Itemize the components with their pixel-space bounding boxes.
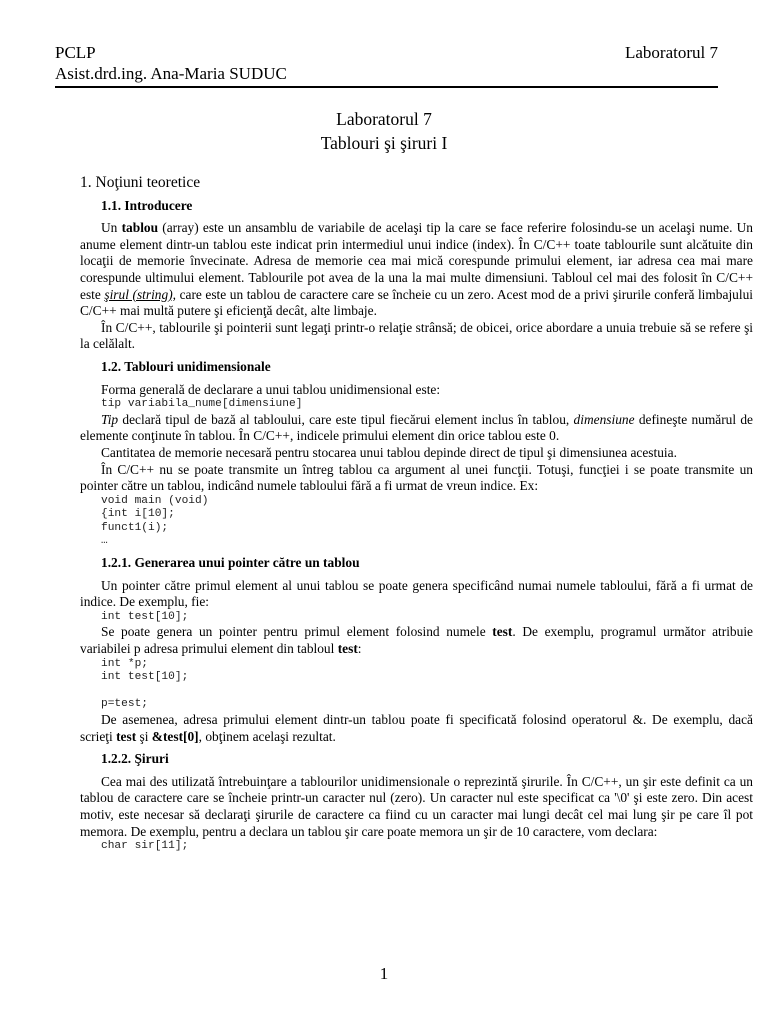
paragraph: Un pointer către primul element al unui tablou se poate genera specificând numai numele tabloului, fără a fi urmat de indice. De exemplu, fie:: [80, 577, 753, 610]
paragraph: De asemenea, adresa primului element dintr-un tablou poate fi specificată folosind operatorul &. De exemplu, dacă scrieţi test şi &test[0], obţinem acelaşi rezultat.: [80, 712, 753, 744]
code-block: int test[10];: [101, 610, 189, 623]
code-block: void main (void) {int i[10]; funct1(i); …: [101, 494, 209, 548]
page-body: [80, 175, 753, 854]
section-heading: 1. Noţiuni teoretice: [80, 174, 201, 191]
paragraph: Cantitatea de memorie necesară pentru stocarea unui tablou depinde direct de tipul şi dimensiunea acestuia.: [101, 444, 677, 460]
code-block: int *p; int test[10]; p=test;: [101, 657, 189, 711]
doc-subtitle: Tablouri şi şiruri I: [320, 133, 448, 153]
header-lab: Laboratorul 7: [625, 43, 718, 62]
subsection-heading: 1.2.2. Şiruri: [101, 751, 169, 767]
header-author: Asist.drd.ing. Ana-Maria SUDUC: [55, 64, 287, 83]
doc-title: Laboratorul 7: [336, 109, 432, 129]
paragraph: În C/C++, tablourile şi pointerii sunt legaţi printr-o relaţie strânsă; de obicei, orice abordare a unuia trebuie să se refere şi la celălalt.: [80, 319, 753, 352]
code-block: tip variabila_nume[dimensiune]: [101, 398, 303, 411]
header-course: PCLP: [55, 43, 96, 62]
header-rule: [55, 86, 718, 88]
subsection-heading: 1.1. Introducere: [101, 197, 193, 213]
page-header: [55, 42, 718, 84]
paragraph: Cea mai des utilizată întrebuinţare a tablourilor unidimensionale o reprezintă şirurile. În C/C++, un şir este definit ca un tablou de caractere care se încheie printr-un caracter nul (zero). Un caracter nul este specificat ca '\0' şi este zero. Din acest motiv, este necesar să declaraţi şirurile de caractere ca fiind cu un caracter mai lungi decât cel mai lung şir pe care îl pot memora. De exemplu, pentru a declara un tablou şir care poate memora un şir de 10 caractere, vom declara:: [80, 773, 753, 839]
paragraph: În C/C++ nu se poate transmite un întreg tablou ca argument al unei funcţii. Totuşi, funcţiei i se poate transmite un pointer către un tablou, indicând numele tabloului fără a fi urmat de vreun indice. Ex:: [80, 461, 753, 494]
page-number: 1: [379, 964, 389, 983]
subsection-heading: 1.2. Tablouri unidimensionale: [101, 358, 271, 374]
paragraph: Se poate genera un pointer pentru primul element folosind numele test. De exemplu, programul următor atribuie variabilei p adresa primului element din tabloul test:: [80, 624, 753, 657]
code-block: char sir[11];: [101, 840, 189, 853]
subsection-heading: 1.2.1. Generarea unui pointer către un tablou: [101, 555, 360, 571]
paragraph: Tip declară tipul de bază al tabloului, care este tipul fiecărui element inclus în tablou, dimensiune defineşte numărul de elemente conţinute în tablou. În C/C++, indicele primului element din orice tablou este 0.: [80, 411, 754, 444]
paragraph: Un tablou (array) este un ansamblu de variabile de acelaşi tip la care se face referire folosindu-se un acelaşi nume. Un anume element dintr-un tablou este indicat prin intermediul unui indice (index). În C/C++ toate tablourile sunt alcătuite din locaţii de memorie învecinate. Adresa de memorie cea mai mică corespunde primului element, iar adresa cea mai mare corespunde ultimului element. Tablourile pot avea de la una la mai multe dimensiuni. Tabloul cel mai des folosit în C/C++ este şirul (string), care este un tablou de caractere care se încheie cu un zero. Acest mod de a privi şirurile conferă limbajului C/C++ mai multă putere şi eficienţă decât, alte limbaje.: [80, 220, 754, 319]
paragraph: Forma generală de declarare a unui tablou unidimensional este:: [101, 381, 441, 397]
